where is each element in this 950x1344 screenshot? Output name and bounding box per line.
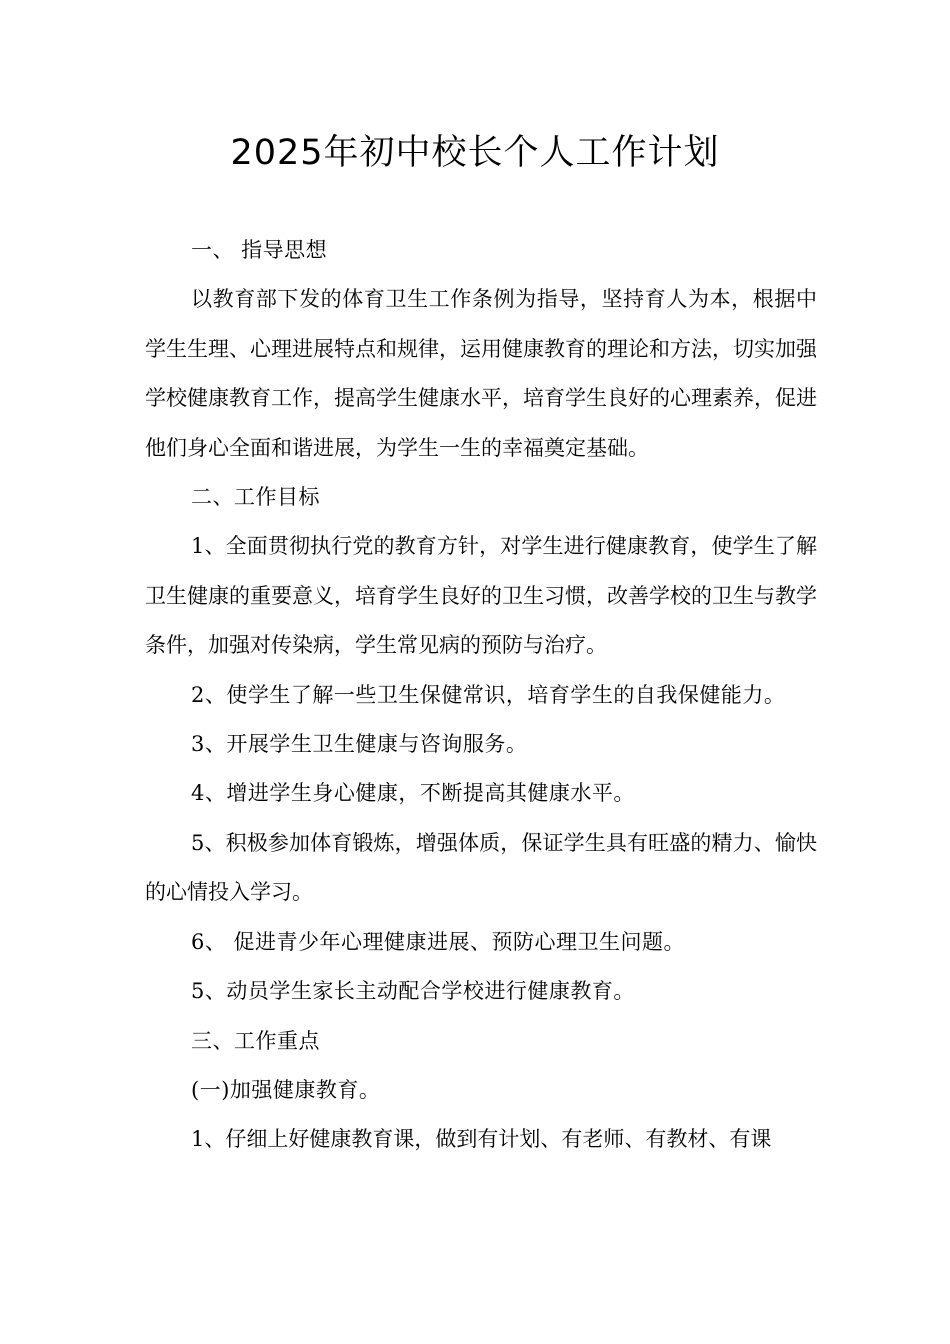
- section-heading-work-goals: 二、工作目标: [191, 485, 320, 510]
- goal-item-1: 1、全面贯彻执行党的教育方针，对学生进行健康教育，使学生了解卫生健康的重要意义，培育学生良好的卫生习惯，改善学校的卫生与教学条件，加强对传染病，学生常见病的预防与治疗。: [145, 534, 817, 658]
- goal-item-6: 6、 促进青少年心理健康进展、预防心理卫生问题。: [191, 929, 686, 954]
- subsection-heading-health-education: (一)加强健康教育。: [191, 1077, 381, 1102]
- document-body: [145, 226, 817, 1165]
- focus-item-1: 1、仔细上好健康教育课，做到有计划、有老师、有教材、有课: [191, 1127, 772, 1152]
- goal-item-7: 5、动员学生家长主动配合学校进行健康教育。: [191, 979, 635, 1004]
- section-heading-work-focus: 三、工作重点: [191, 1028, 320, 1053]
- section-heading-guiding-ideology: 一、 指导思想: [191, 238, 328, 262]
- paragraph-guiding-ideology: 以教育部下发的体育卫生工作条例为指导，坚持育人为本，根据中学生生理、心理进展特点和规律，运用健康教育的理论和方法，切实加强学校健康教育工作，提高学生健康水平，培育学生良好的心理素养，促进他们身心全面和谐进展，为学生一生的幸福奠定基础。: [145, 287, 817, 460]
- goal-item-3: 3、开展学生卫生健康与咨询服务。: [191, 732, 528, 757]
- goal-item-5: 5、积极参加体育锻炼，增强体质，保证学生具有旺盛的精力、愉快的心情投入学习。: [145, 830, 817, 905]
- goal-item-2: 2、使学生了解一些卫生保健常识，培育学生的自我保健能力。: [191, 682, 786, 707]
- document-title: 2025年初中校长个人工作计划: [230, 133, 720, 173]
- goal-item-4: 4、增进学生身心健康，不断提高其健康水平。: [191, 781, 635, 806]
